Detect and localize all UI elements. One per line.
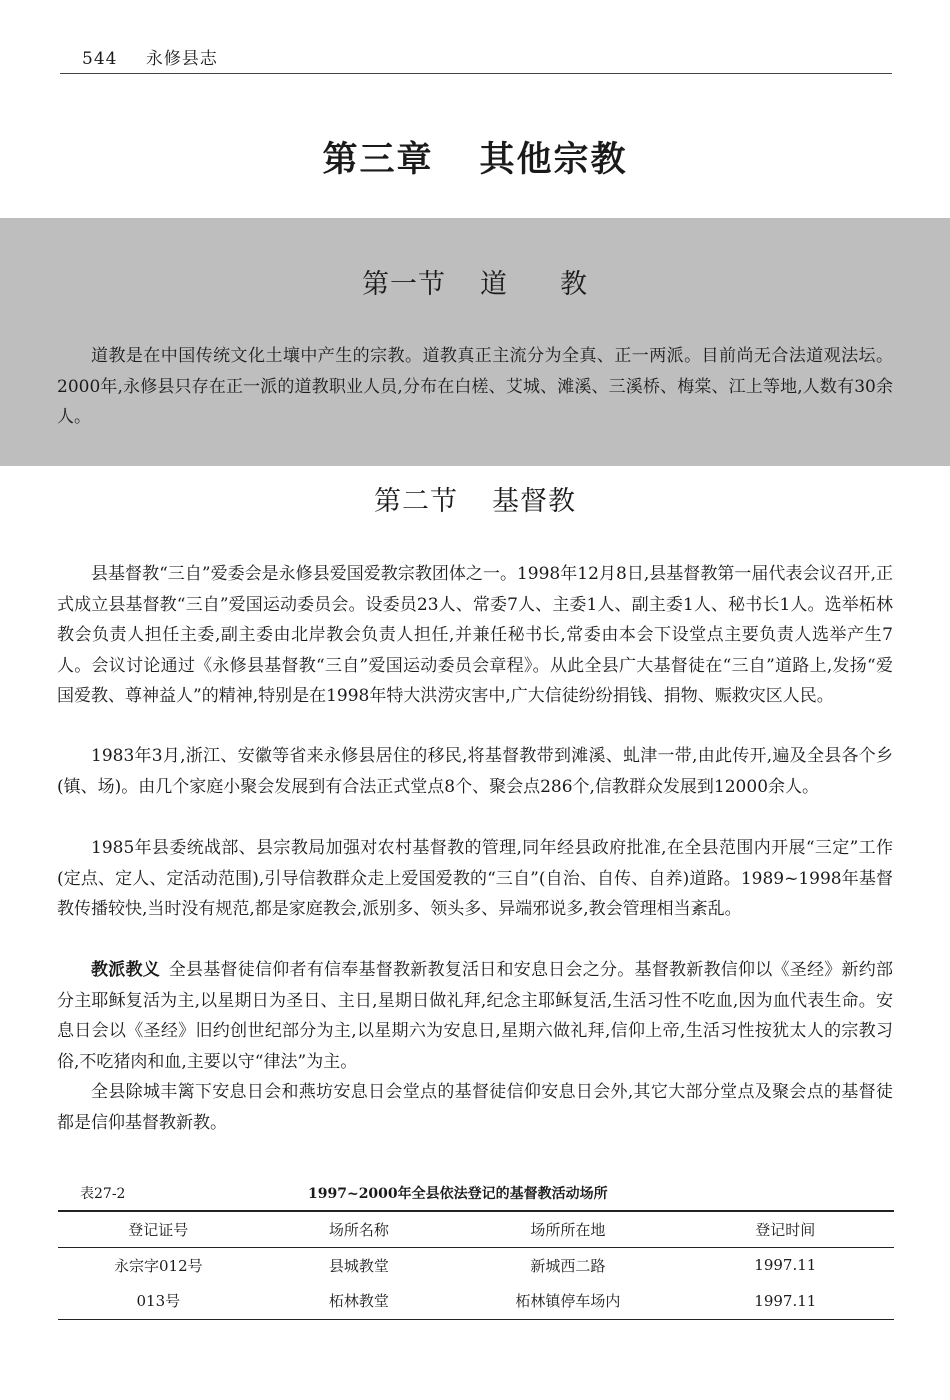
table-title: 1997~2000年全县依法登记的基督教活动场所 <box>308 1186 608 1202</box>
section-1-word-2: 教 <box>560 269 588 300</box>
section-2-paragraph-2: 1983年3月,浙江、安徽等省来永修县居住的移民,将基督教带到滩溪、虬津一带,由此传开,遍及全县各个乡(镇、场)。由几个家庭小聚会发展到有合法正式堂点8个、聚会点286个,信教群众发展到12000余人。 <box>57 746 893 797</box>
table-number: 表27-2 <box>80 1186 126 1202</box>
section-2-title <box>0 479 950 518</box>
page-number: 544 <box>82 49 118 69</box>
section-2-name: 基督教 <box>492 486 576 517</box>
header-venue-name: 场所名称 <box>259 1211 460 1247</box>
section-2-number: 第二节 <box>374 486 458 517</box>
section-1-word-1: 道 <box>480 269 508 300</box>
cell-location: 柘林镇停车场内 <box>459 1283 676 1319</box>
chapter-title <box>0 132 950 182</box>
table-row <box>58 1283 894 1319</box>
header-rule <box>60 73 892 74</box>
cell-cert-no: 永宗字012号 <box>113 1256 203 1275</box>
cell-cert-no: 013号 <box>58 1283 259 1319</box>
table-header-row <box>58 1211 894 1247</box>
section-1-paragraph: 道教是在中国传统文化土壤中产生的宗教。道教真正主流分为全真、正一两派。目前尚无合法道观法坛。2000年,永修县只存在正一派的道教职业人员,分布在白槎、艾城、滩溪、三溪桥、梅棠、江上等地,人数有30余人。 <box>57 346 893 427</box>
cell-reg-date: 1997.11 <box>677 1283 894 1319</box>
doctrine-label: 教派教义 <box>91 960 160 980</box>
registration-table <box>58 1210 894 1320</box>
cell-venue-name: 县城教堂 <box>328 1256 389 1275</box>
section-2-paragraph-3: 1985年县委统战部、县宗教局加强对农村基督教的管理,同年经县政府批准,在全县范围内开展“三定”工作(定点、定人、定活动范围),引导信教群众走上爱国爱教的“三自”(自治、自传、自养)道路。1989~1998年基督教传播较快,当时没有规范,都是家庭教会,派别多、领头多、异端邪说多,教会管理相当紊乱。 <box>57 838 893 919</box>
header-location: 场所所在地 <box>459 1211 676 1247</box>
doctrine-paragraph <box>57 955 893 1077</box>
book-title: 永修县志 <box>145 49 218 69</box>
table-row <box>58 1247 894 1283</box>
doctrine-text: 全县基督徒信仰者有信奉基督教新教复活日和安息日会之分。基督教新教信仰以《圣经》新约部分主耶稣复活为主,以星期日为圣日、主日,星期日做礼拜,纪念主耶稣复活,生活习性不吃血,因为血代表生命。安息日会以《圣经》旧约创世纪部分为主,以星期六为安息日,星期六做礼拜,信仰上帝,生活习性按犹太人的宗教习俗,不吃猪肉和血,主要以守“律法”为主。 <box>57 960 893 1072</box>
running-header <box>82 44 218 69</box>
header-reg-date: 登记时间 <box>677 1211 894 1247</box>
cell-venue-name: 柘林教堂 <box>259 1283 460 1319</box>
chapter-name: 其他宗教 <box>479 140 628 180</box>
cell-location: 新城西二路 <box>530 1256 606 1275</box>
closing-paragraph: 全县除城丰篱下安息日会和燕坊安息日会堂点的基督徒信仰安息日会外,其它大部分堂点及聚会点的基督徒都是信仰基督教新教。 <box>57 1082 893 1133</box>
header-cert-no: 登记证号 <box>58 1211 259 1247</box>
section-1-title <box>0 262 950 301</box>
section-1-number: 第一节 <box>362 269 446 300</box>
section-2-paragraph-1: 县基督教“三自”爱委会是永修县爱国爱教宗教团体之一。1998年12月8日,县基督教第一届代表会议召开,正式成立县基督教“三自”爱国运动委员会。设委员23人、常委7人、主委1人、副主委1人、秘书长1人。选举柘林教会负责人担任主委,副主委由北岸教会负责人担任,并兼任秘书长,常委由本会下设堂点主要负责人选举产生7人。会议讨论通过《永修县基督教“三自”爱国运动委员会章程》。从此全县广大基督徒在“三自”道路上,发扬“爱国爱教、尊神益人”的精神,特别是在1998年特大洪涝灾害中,广大信徒纷纷捐钱、捐物、赈救灾区人民。 <box>57 564 893 706</box>
cell-reg-date: 1997.11 <box>754 1256 817 1275</box>
chapter-number: 第三章 <box>322 140 434 180</box>
